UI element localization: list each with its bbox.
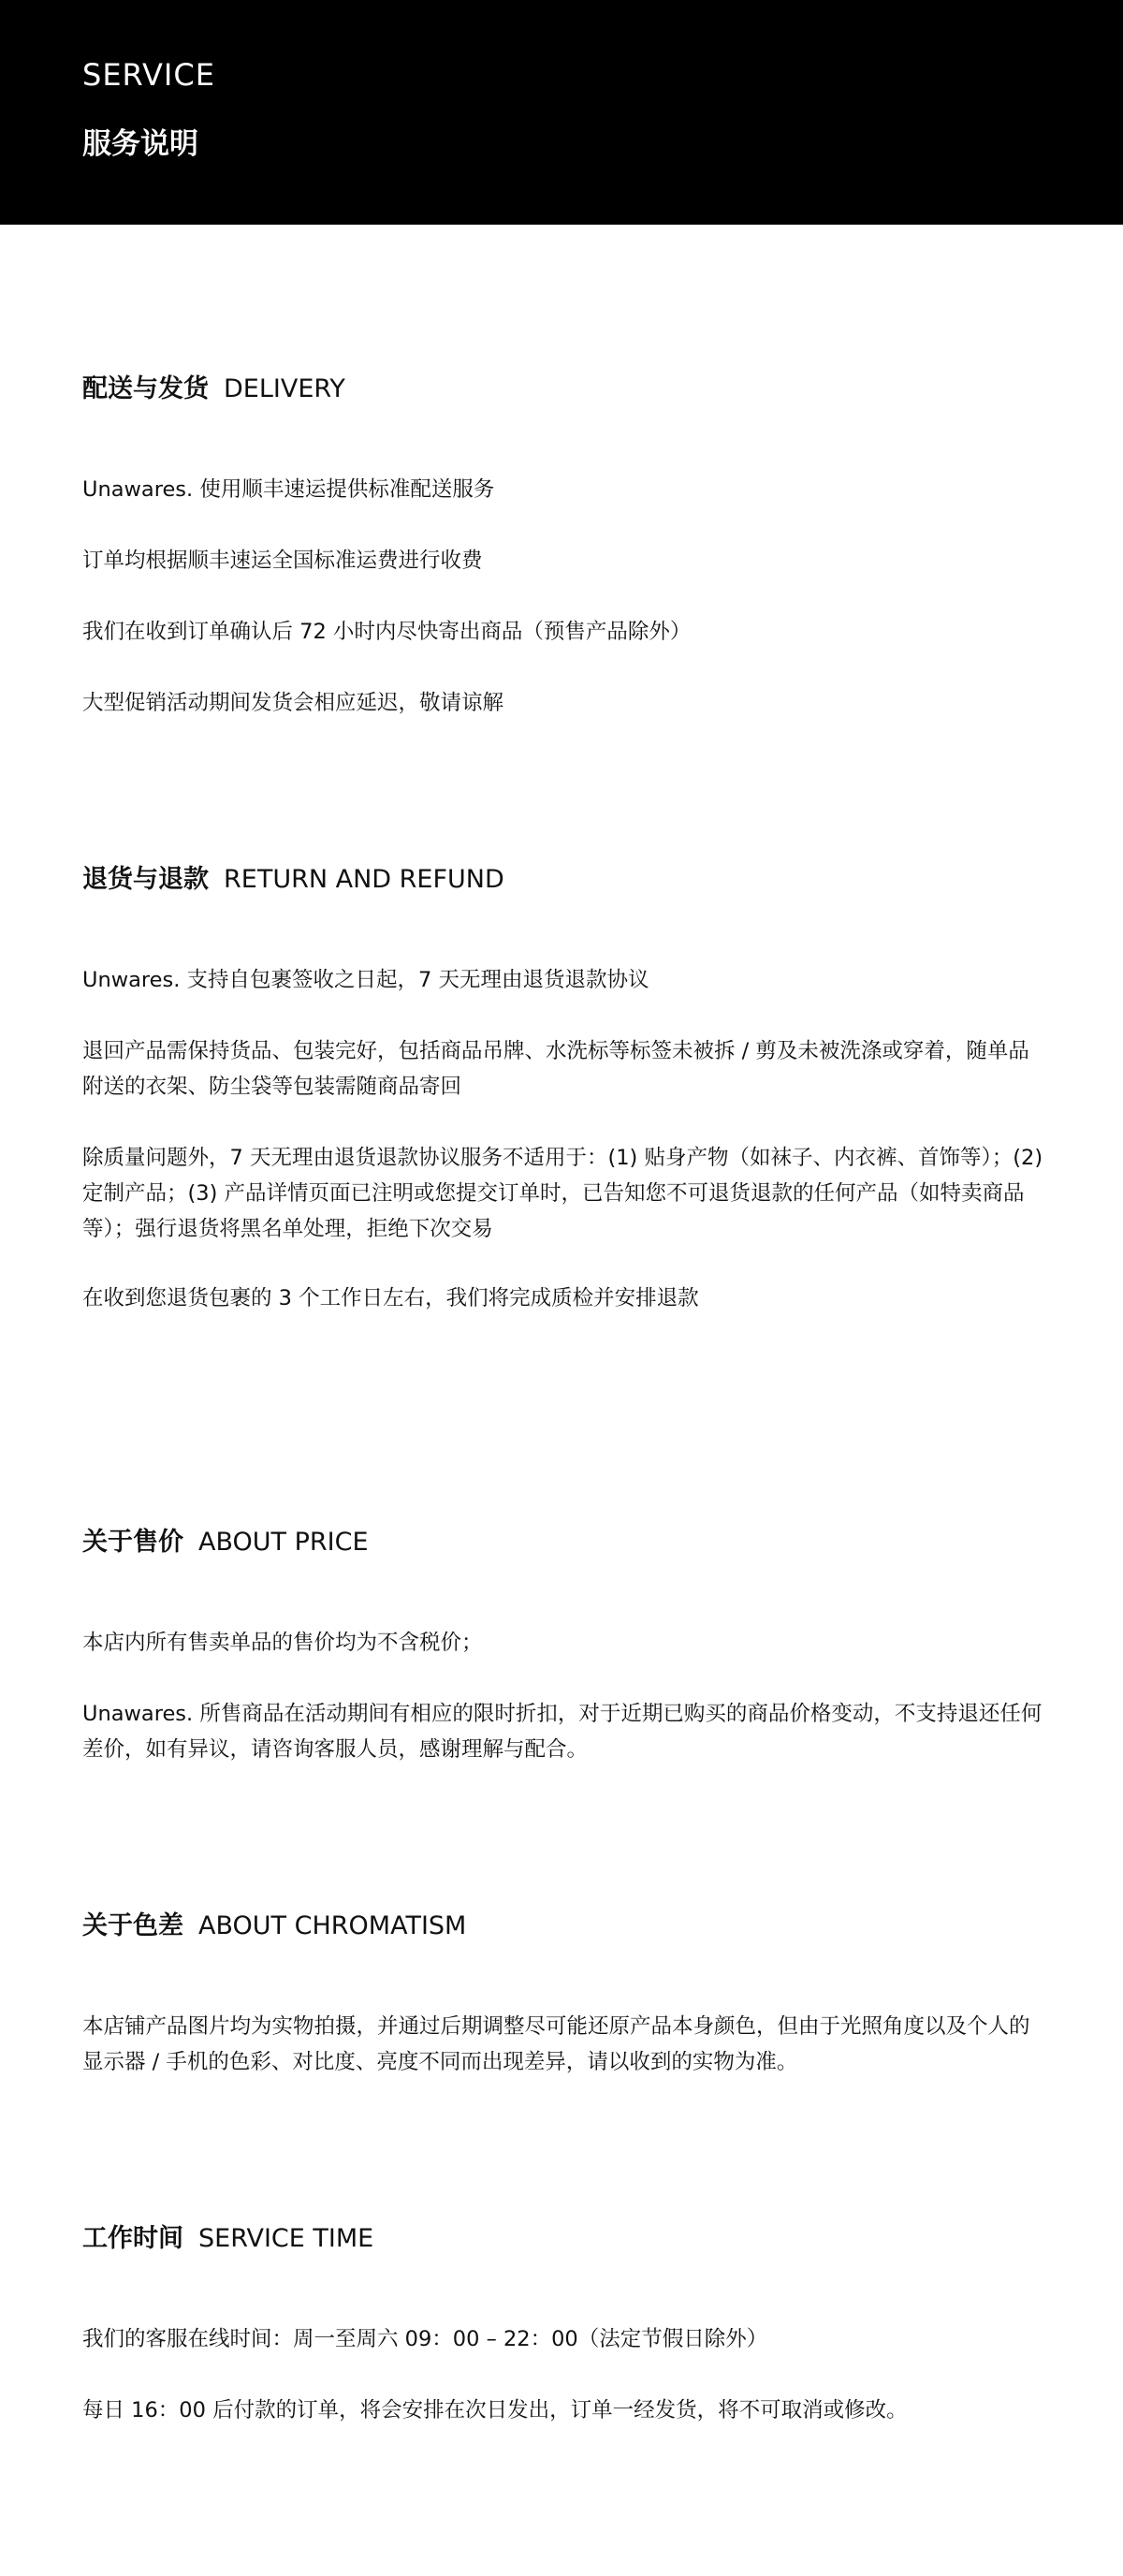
paragraph: Unawares. 所售商品在活动期间有相应的限时折扣，对于近期已购买的商品价格变动，不支持退还任何差价，如有异议，请咨询客服人员，感谢理解与配合。	[82, 1702, 1043, 1762]
section-title	[82, 1910, 1046, 1943]
section-return-refund	[82, 863, 1046, 1310]
section-title-en: ABOUT PRICE	[198, 1528, 369, 1557]
paragraph: 在收到您退货包裹的 3 个工作日左右，我们将完成质检并安排退款	[82, 1286, 699, 1310]
section-title	[82, 1526, 1046, 1559]
paragraph: 本店内所有售卖单品的售价均为不含税价；	[82, 1631, 483, 1655]
section-title-zh: 退货与退款	[82, 865, 209, 894]
section-title-en: SERVICE TIME	[198, 2224, 374, 2253]
header-title-zh: 服务说明	[82, 127, 198, 161]
section-title	[82, 863, 1046, 897]
paragraph: 除质量问题外，7 天无理由退货退款协议服务不适用于：(1) 贴身产物（如袜子、内衣裤、首饰等）；(2) 定制产品；(3) 产品详情页面已注明或您提交订单时，已告知您不可退货退款的任何产品（如特卖商品等）；强行退货将黑名单处理，拒绝下次交易	[82, 1146, 1043, 1241]
section-about-chromatism	[82, 1910, 1046, 2074]
section-title-en: RETURN AND REFUND	[224, 865, 504, 894]
paragraph: Unwares. 支持自包裹签收之日起，7 天无理由退货退款协议	[82, 968, 649, 992]
section-delivery	[82, 373, 1046, 715]
paragraph: 我们在收到订单确认后 72 小时内尽快寄出商品（预售产品除外）	[82, 620, 692, 644]
paragraph: Unawares. 使用顺丰速运提供标准配送服务	[82, 477, 495, 502]
paragraph: 大型促销活动期间发货会相应延迟，敬请谅解	[82, 691, 504, 715]
paragraph: 本店铺产品图片均为实物拍摄，并通过后期调整尽可能还原产品本身颜色，但由于光照角度以及个人的显示器 / 手机的色彩、对比度、亮度不同而出现差异，请以收到的实物为准。	[82, 2014, 1030, 2074]
paragraph: 我们的客服在线时间：周一至周六 09：00 – 22：00（法定节假日除外）	[82, 2327, 768, 2351]
section-title-zh: 工作时间	[82, 2224, 183, 2253]
section-about-price	[82, 1526, 1046, 1762]
section-title-zh: 关于色差	[82, 1911, 183, 1940]
paragraph: 订单均根据顺丰速运全国标准运费进行收费	[82, 549, 483, 573]
page-header	[0, 0, 1123, 225]
section-title-en: DELIVERY	[224, 374, 345, 403]
paragraph: 每日 16：00 后付款的订单，将会安排在次日发出，订单一经发货，将不可取消或修改。	[82, 2398, 908, 2422]
section-title-en: ABOUT CHROMATISM	[198, 1911, 467, 1940]
section-title	[82, 2222, 1046, 2256]
section-title-zh: 关于售价	[82, 1528, 183, 1557]
section-service-time	[82, 2222, 1046, 2422]
paragraph: 退回产品需保持货品、包装完好，包括商品吊牌、水洗标等标签未被拆 / 剪及未被洗涤或穿着，随单品附送的衣架、防尘袋等包装需随商品寄回	[82, 1039, 1029, 1099]
header-title-en: SERVICE	[82, 57, 215, 93]
section-title-zh: 配送与发货	[82, 374, 209, 403]
section-title	[82, 373, 1046, 406]
